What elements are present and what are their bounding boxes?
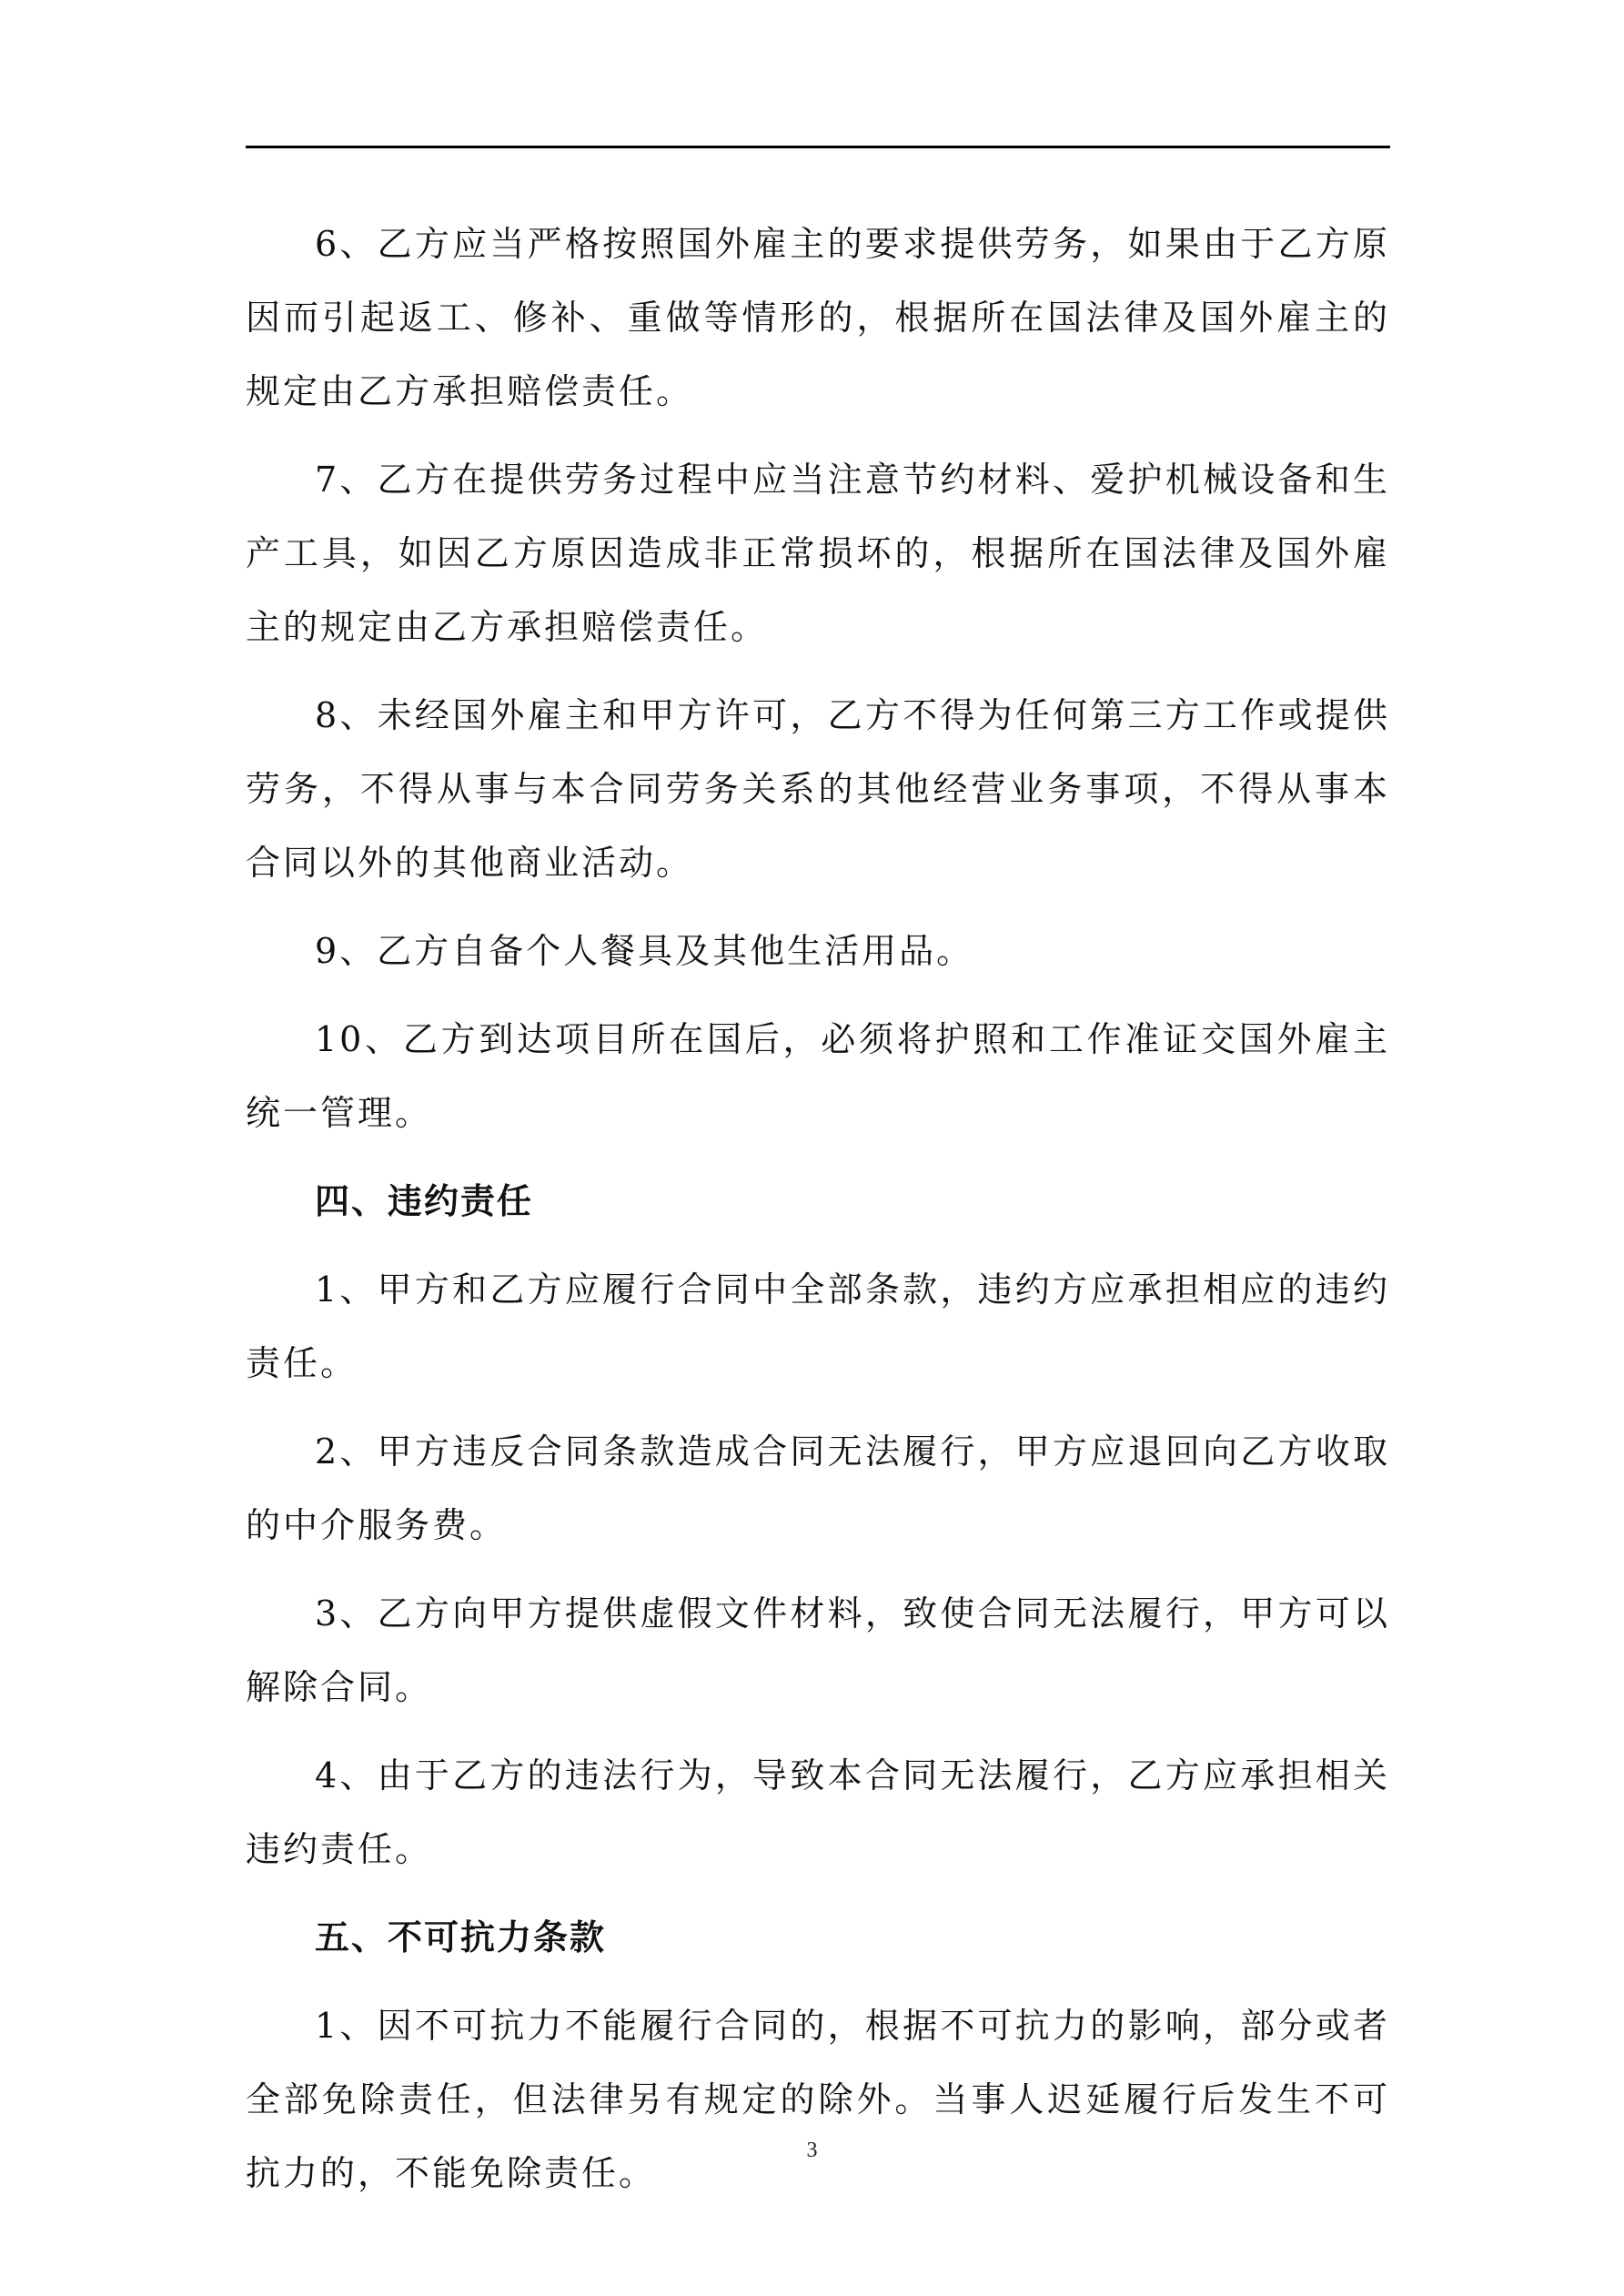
clause-3-6: 6、乙方应当严格按照国外雇主的要求提供劳务，如果由于乙方原因而引起返工、修补、重做等情形的，根据所在国法律及国外雇主的规定由乙方承担赔偿责任。 bbox=[246, 224, 1390, 411]
clause-4-1: 1、甲方和乙方应履行合同中全部条款，违约方应承担相应的违约责任。 bbox=[246, 1269, 1390, 1383]
document-body bbox=[246, 207, 1390, 2225]
clause-4-3: 3、乙方向甲方提供虚假文件材料，致使合同无法履行，甲方可以解除合同。 bbox=[246, 1593, 1390, 1707]
clause-3-8: 8、未经国外雇主和甲方许可，乙方不得为任何第三方工作或提供劳务，不得从事与本合同劳务关系的其他经营业务事项，不得从事本合同以外的其他商业活动。 bbox=[246, 695, 1390, 883]
clause-3-10: 10、乙方到达项目所在国后，必须将护照和工作准证交国外雇主统一管理。 bbox=[246, 1019, 1390, 1133]
clause-3-7: 7、乙方在提供劳务过程中应当注意节约材料、爱护机械设备和生产工具，如因乙方原因造成非正常损坏的，根据所在国法律及国外雇主的规定由乙方承担赔偿责任。 bbox=[246, 460, 1390, 647]
section-heading-force-majeure: 五、不可抗力条款 bbox=[315, 1917, 607, 1957]
header-rule bbox=[246, 146, 1390, 148]
section-heading-breach: 四、违约责任 bbox=[315, 1181, 534, 1221]
clause-4-4: 4、由于乙方的违法行为，导致本合同无法履行，乙方应承担相关违约责任。 bbox=[246, 1755, 1390, 1869]
page-number: 3 bbox=[806, 2139, 818, 2162]
clause-3-9: 9、乙方自备个人餐具及其他生活用品。 bbox=[315, 931, 974, 971]
clause-4-2: 2、甲方违反合同条款造成合同无法履行，甲方应退回向乙方收取的中介服务费。 bbox=[246, 1431, 1390, 1545]
clause-5-1: 1、因不可抗力不能履行合同的，根据不可抗力的影响，部分或者全部免除责任，但法律另有规定的除外。当事人迟延履行后发生不可抗力的，不能免除责任。 bbox=[246, 2006, 1390, 2193]
